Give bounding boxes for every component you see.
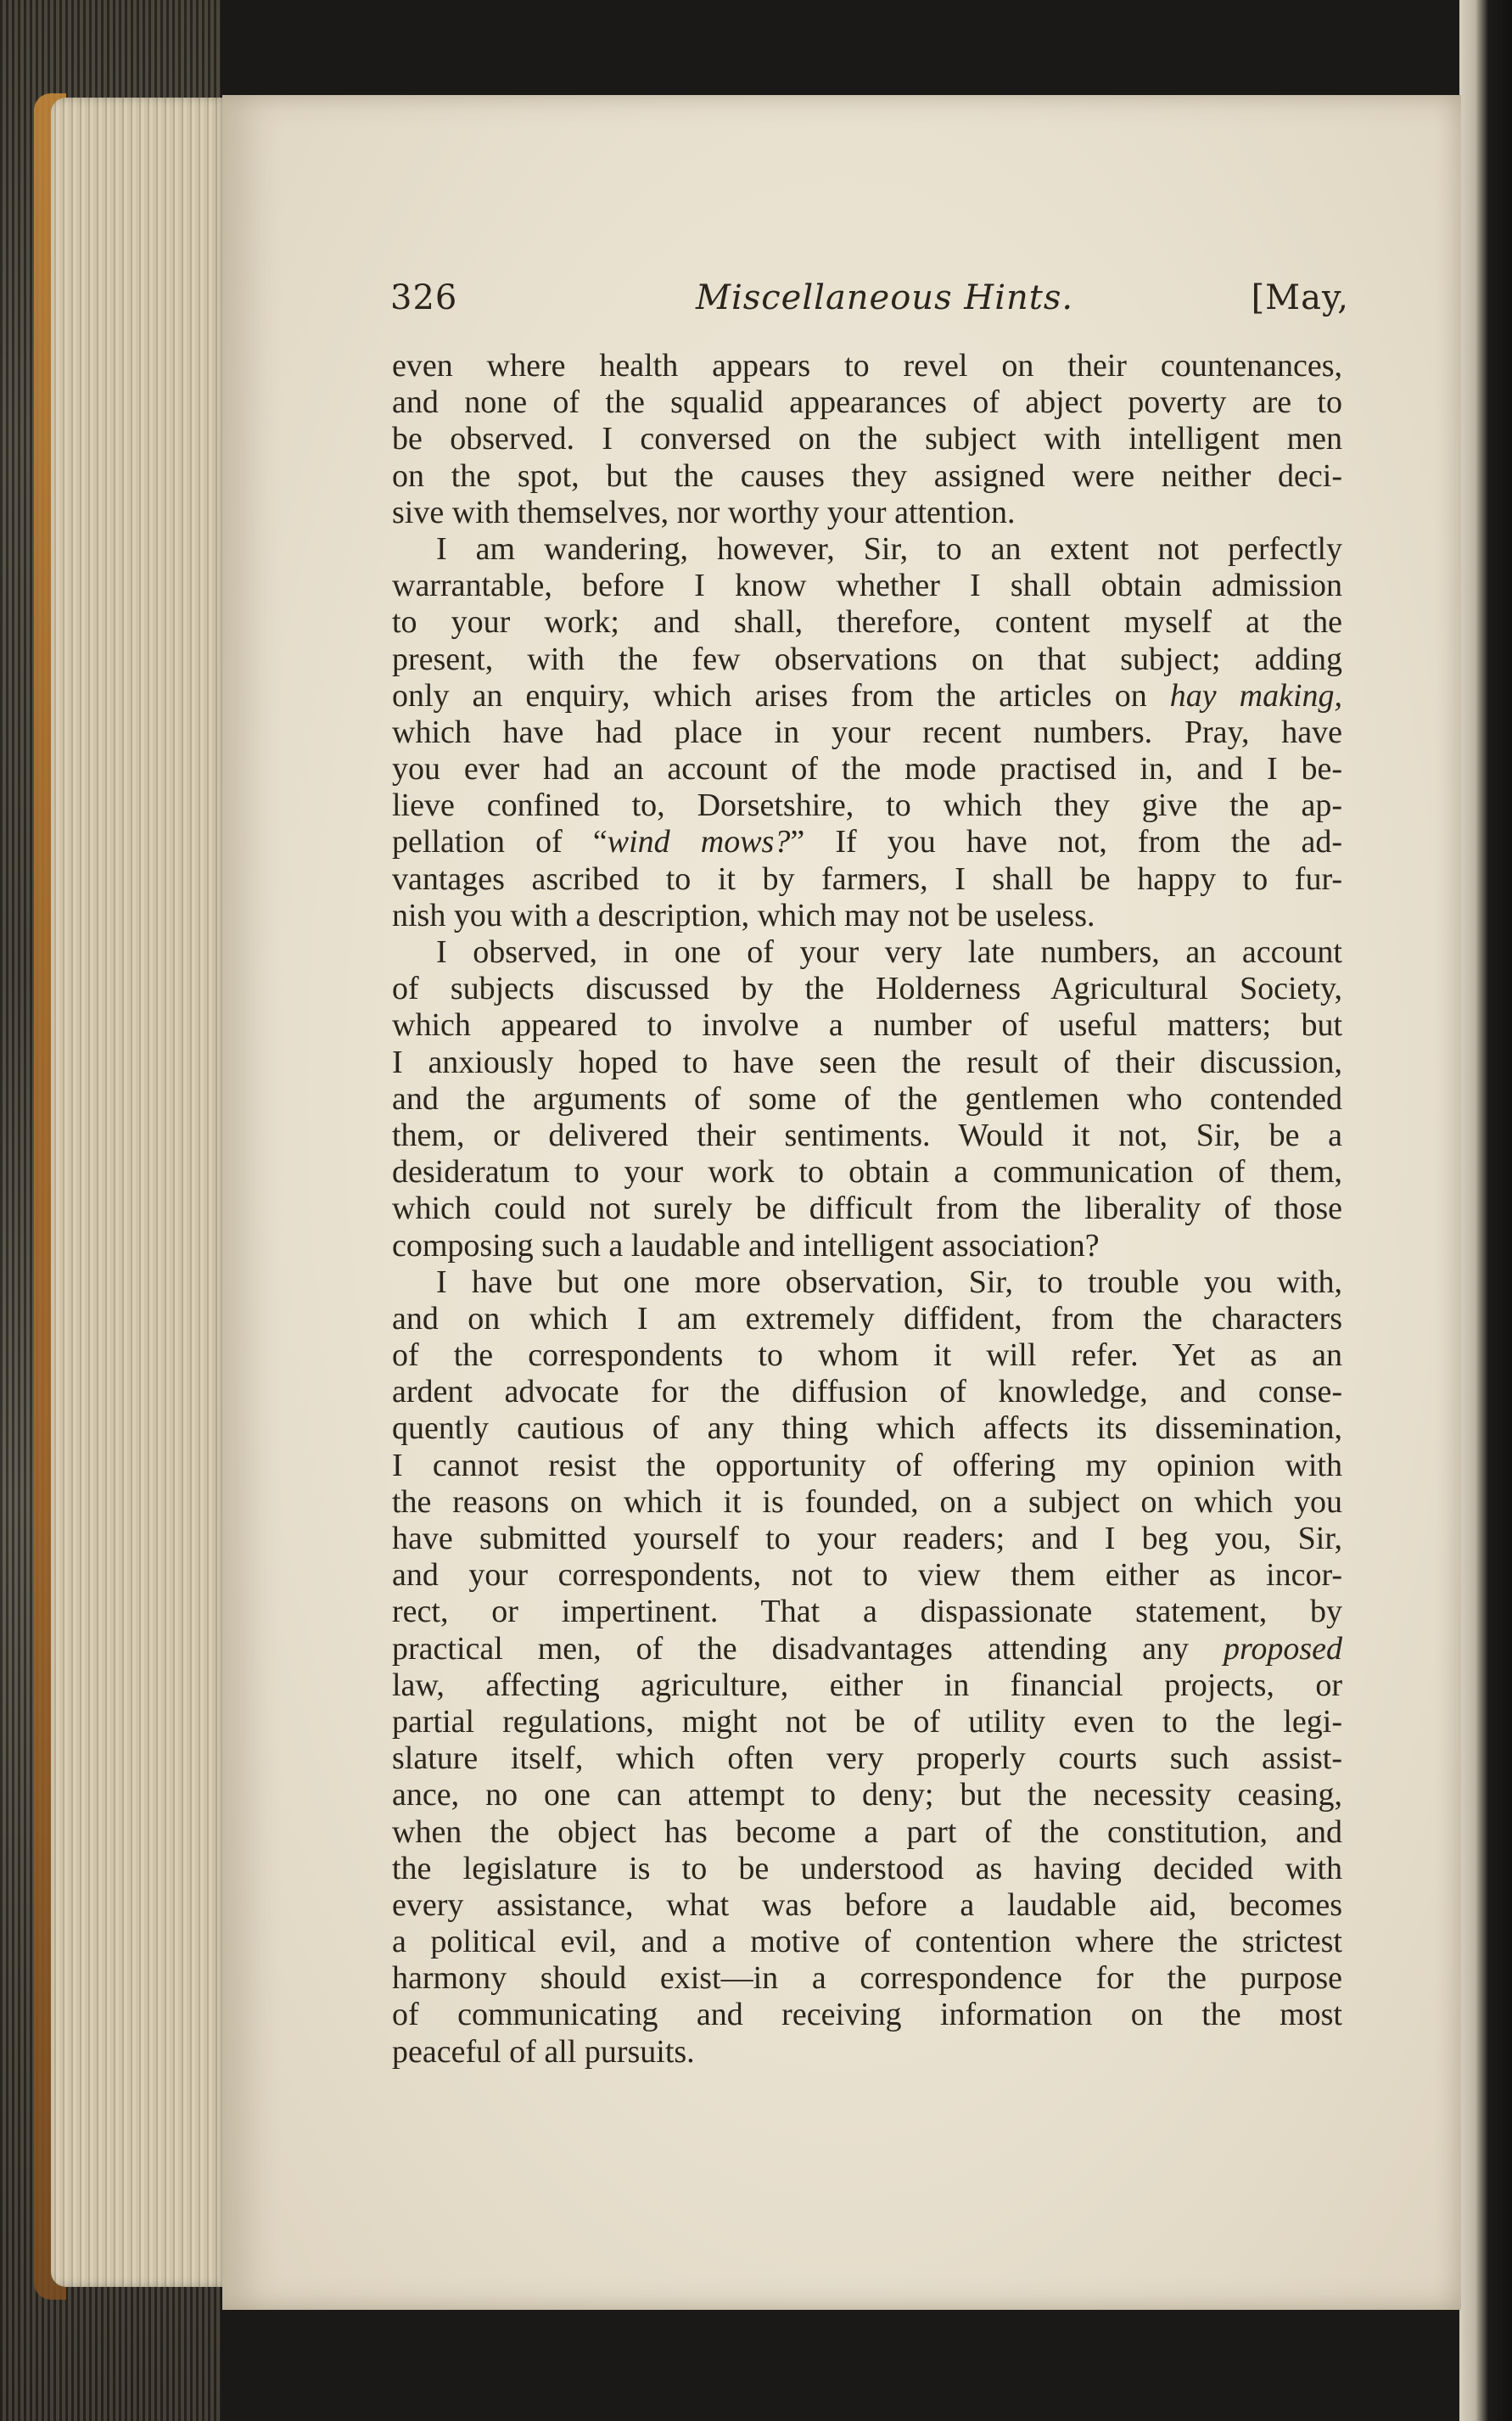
text-line: be observed. I conversed on the subject with intelligent men: [392, 421, 1342, 457]
page-number: 326: [390, 278, 458, 317]
text-line: and your correspondents, not to view them either as incor-: [392, 1557, 1342, 1594]
text-line-mixed: [392, 1631, 1342, 1667]
text-line: on the spot, but the causes they assigned were neither deci-: [392, 457, 1342, 494]
text-line: and the arguments of some of the gentlemen who contended: [392, 1080, 1342, 1117]
text-line-mixed: [392, 678, 1342, 715]
text-line: of communicating and receiving information on the most: [392, 1997, 1342, 2033]
text-line-mixed: [392, 824, 1342, 860]
text-line: which could not surely be difficult from the liberality of those: [392, 1191, 1342, 1227]
text-line: composing such a laudable and intelligent association?: [392, 1227, 1100, 1264]
text-line: when the object has become a part of the constitution, and: [392, 1813, 1342, 1850]
text-line: warrantable, before I know whether I shall obtain admission: [392, 568, 1342, 604]
text-line: even where health appears to revel on their countenances,: [392, 348, 1342, 384]
text-line: nish you with a description, which may not be useless.: [392, 897, 1095, 933]
text-segment: pellation of “: [392, 824, 608, 860]
text-line: and none of the squalid appearances of abject poverty are to: [392, 384, 1342, 421]
text-line: vantages ascribed to it by farmers, I shall be happy to fur-: [392, 860, 1342, 897]
text-line: harmony should exist—in a correspondence for the purpose: [392, 1960, 1342, 1997]
text-line: peaceful of all pursuits.: [392, 2033, 695, 2070]
text-segment: only an enquiry, which arises from the articles on: [392, 677, 1170, 714]
text-segment: practical men, of the disadvantages attending any: [392, 1630, 1224, 1667]
text-line: every assistance, what was before a laudable aid, becomes: [392, 1886, 1342, 1923]
text-line: and on which I am extremely diffident, from the characters: [392, 1300, 1342, 1337]
text-line: I cannot resist the opportunity of offering my opinion with: [392, 1447, 1342, 1483]
text-line: present, with the few observations on that subject; adding: [392, 641, 1342, 677]
text-line: sive with themselves, nor worthy your attention.: [392, 494, 1016, 530]
text-line: I am wandering, however, Sir, to an extent not perfectly: [436, 530, 1342, 567]
text-line: have submitted yourself to your readers; and I beg you, Sir,: [392, 1521, 1342, 1556]
text-line: a political evil, and a motive of contention where the strictest: [392, 1924, 1342, 1960]
text-line: quently cautious of any thing which affects its dissemination,: [392, 1410, 1342, 1447]
text-line: rect, or impertinent. That a dispassionate statement, by: [392, 1594, 1342, 1630]
text-segment: ” If you have not, from the ad-: [790, 824, 1342, 860]
text-line: them, or delivered their sentiments. Would it not, Sir, be a: [392, 1117, 1342, 1153]
running-title: Miscellaneous Hints.: [696, 278, 1074, 317]
text-line: which have had place in your recent numbers. Pray, have: [392, 714, 1342, 750]
text-line: of subjects discussed by the Holderness Agricultural Society,: [392, 971, 1342, 1007]
page-header: [390, 278, 1349, 329]
text-line: you ever had an account of the mode practised in, and I be-: [392, 751, 1342, 787]
text-line: desideratum to your work to obtain a communication of them,: [392, 1154, 1342, 1191]
text-line: the legislature is to be understood as having decided with: [392, 1850, 1342, 1886]
italic-word-proposed: proposed: [1223, 1630, 1342, 1667]
text-line: ance, no one can attempt to deny; but the necessity ceasing,: [392, 1777, 1342, 1813]
text-line: to your work; and shall, therefore, content myself at the: [392, 604, 1342, 641]
text-line: the reasons on which it is founded, on a subject on which you: [392, 1483, 1342, 1520]
text-line: ardent advocate for the diffusion of knowledge, and conse-: [392, 1374, 1342, 1410]
italic-phrase-hay-making: hay making,: [1169, 677, 1342, 714]
facing-page-edge: [1459, 0, 1512, 2421]
text-line: slature itself, which often very properly courts such assist-: [392, 1740, 1342, 1777]
text-line: law, affecting agriculture, either in financial projects, or: [392, 1667, 1342, 1703]
body-text: [392, 348, 1342, 2071]
text-line: of the correspondents to whom it will refer. Yet as an: [392, 1337, 1342, 1374]
text-line: partial regulations, might not be of utility even to the legi-: [392, 1703, 1342, 1740]
text-line: which appeared to involve a number of useful matters; but: [392, 1007, 1342, 1044]
text-line: I anxiously hoped to have seen the result of their discussion,: [392, 1044, 1342, 1080]
text-line: I observed, in one of your very late numbers, an account: [436, 934, 1342, 970]
header-month: [May,: [1251, 278, 1349, 317]
text-line: lieve confined to, Dorsetshire, to which they give the ap-: [392, 787, 1342, 824]
page-stack: [51, 98, 229, 2287]
italic-phrase-wind-mows: wind mows?: [607, 824, 791, 860]
text-line: I have but one more observation, Sir, to trouble you with,: [436, 1264, 1342, 1300]
